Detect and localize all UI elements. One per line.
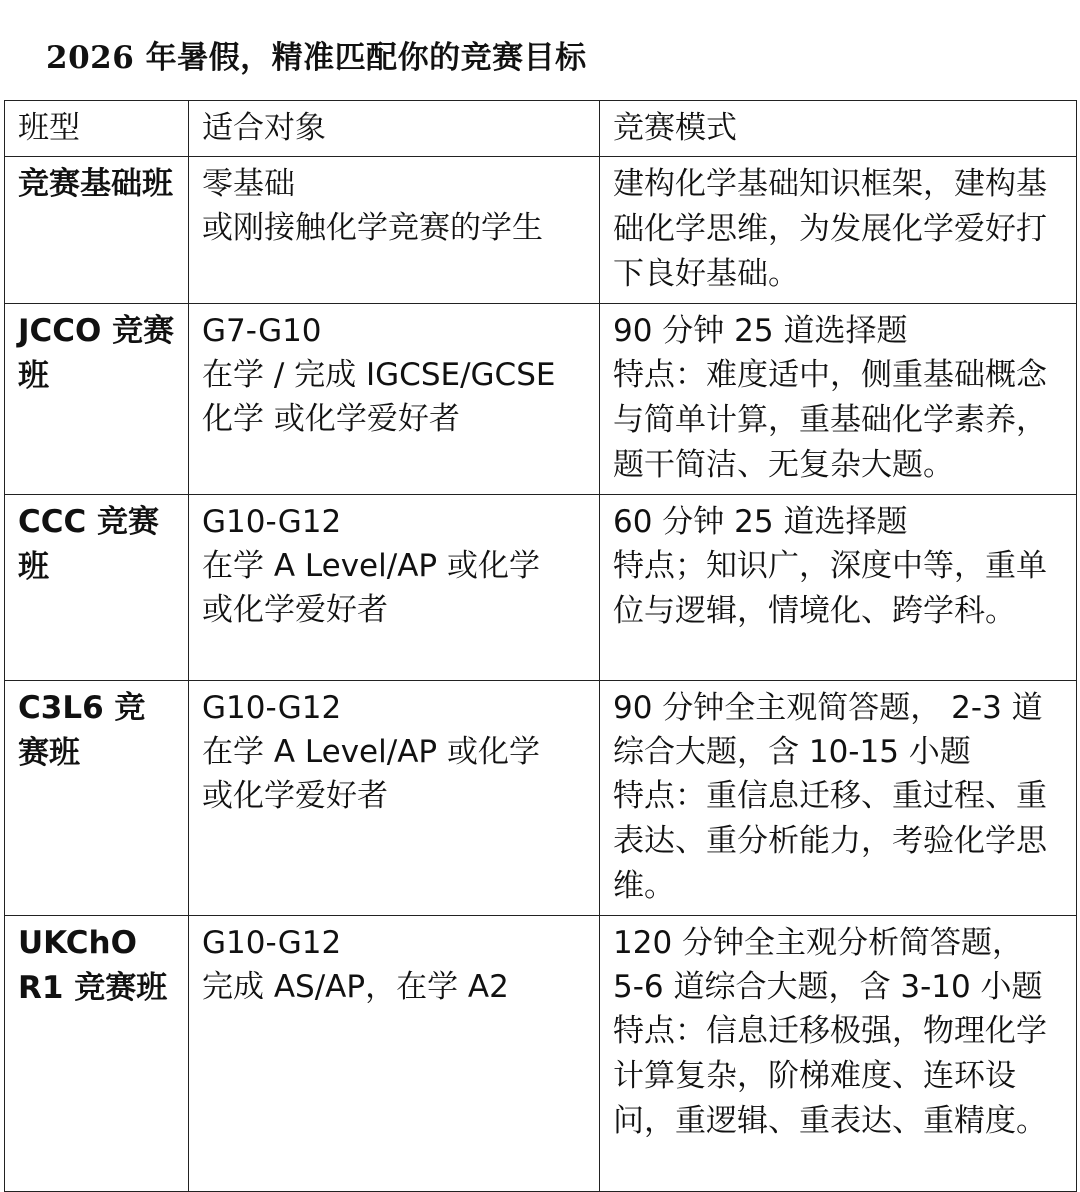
audience-cell bbox=[189, 495, 600, 681]
mode-features: 特点；知识广，深度中等，重单位与逻辑，情境化、跨学科。 bbox=[613, 548, 1047, 629]
audience-line: 或刚接触化学竞赛的学生 bbox=[202, 210, 543, 246]
mode-line: 90 分钟 25 道选择题 bbox=[613, 313, 908, 349]
audience-line: 在学 A Level/AP 或化学 bbox=[202, 548, 540, 584]
audience-line: 或化学爱好者 bbox=[202, 592, 388, 628]
mode-cell bbox=[600, 157, 1077, 304]
mode-features: 特点：难度适中，侧重基础概念与简单计算，重基础化学素养，题干简洁、无复杂大题。 bbox=[613, 357, 1047, 483]
class-name-text: CCC 竞赛班 bbox=[18, 504, 160, 585]
audience-line: G10-G12 bbox=[202, 925, 342, 961]
audience-line: G10-G12 bbox=[202, 690, 342, 726]
mode-cell bbox=[600, 304, 1077, 495]
mode-line: 60 分钟 25 道选择题 bbox=[613, 504, 908, 540]
table-row bbox=[5, 916, 1077, 1192]
mode-features: 特点：信息迁移极强，物理化学计算复杂，阶梯难度、连环设问，重逻辑、重表达、重精度。 bbox=[613, 1013, 1047, 1139]
mode-cell bbox=[600, 916, 1077, 1192]
mode-line: 5-6 道综合大题，含 3-10 小题 bbox=[613, 969, 1043, 1005]
header-audience: 适合对象 bbox=[189, 101, 600, 157]
audience-cell bbox=[189, 916, 600, 1192]
audience-cell bbox=[189, 681, 600, 916]
table-header-row bbox=[5, 101, 1077, 157]
audience-line: 零基础 bbox=[202, 166, 295, 202]
audience-line: G7-G10 bbox=[202, 313, 322, 349]
class-name bbox=[5, 304, 189, 495]
table-row bbox=[5, 495, 1077, 681]
audience-line: 或化学爱好者 bbox=[202, 778, 388, 814]
header-class-type: 班型 bbox=[5, 101, 189, 157]
mode-cell bbox=[600, 495, 1077, 681]
class-name bbox=[5, 157, 189, 304]
mode-line: 120 分钟全主观分析简答题， bbox=[613, 925, 1024, 961]
audience-cell bbox=[189, 304, 600, 495]
mode-features: 特点：重信息迁移、重过程、重表达、重分析能力，考验化学思维。 bbox=[613, 778, 1047, 904]
class-name-text: 竞赛基础班 bbox=[18, 166, 173, 202]
competition-table bbox=[4, 100, 1077, 1192]
class-name bbox=[5, 916, 189, 1192]
audience-line: 在学 A Level/AP 或化学 bbox=[202, 734, 540, 770]
audience-line: 完成 AS/AP，在学 A2 bbox=[202, 969, 509, 1005]
class-name-text: C3L6 竞赛班 bbox=[18, 690, 146, 771]
header-mode: 竞赛模式 bbox=[600, 101, 1077, 157]
mode-cell bbox=[600, 681, 1077, 916]
mode-line: 90 分钟全主观简答题， 2-3 道 bbox=[613, 690, 1043, 726]
audience-line: 化学 或化学爱好者 bbox=[202, 401, 460, 437]
class-name bbox=[5, 681, 189, 916]
class-name-text: UKChO R1 竞赛班 bbox=[18, 925, 168, 1006]
mode-line: 综合大题，含 10-15 小题 bbox=[613, 734, 971, 770]
class-name bbox=[5, 495, 189, 681]
audience-line: 在学 / 完成 IGCSE/GCSE bbox=[202, 357, 556, 393]
table-row bbox=[5, 157, 1077, 304]
audience-line: G10-G12 bbox=[202, 504, 342, 540]
table-row bbox=[5, 681, 1077, 916]
audience-cell bbox=[189, 157, 600, 304]
page-title: 2026 年暑假，精准匹配你的竞赛目标 bbox=[46, 40, 587, 76]
mode-features: 建构化学基础知识框架，建构基础化学思维，为发展化学爱好打下良好基础。 bbox=[613, 166, 1047, 292]
class-name-text: JCCO 竞赛班 bbox=[18, 313, 175, 394]
table-row bbox=[5, 304, 1077, 495]
